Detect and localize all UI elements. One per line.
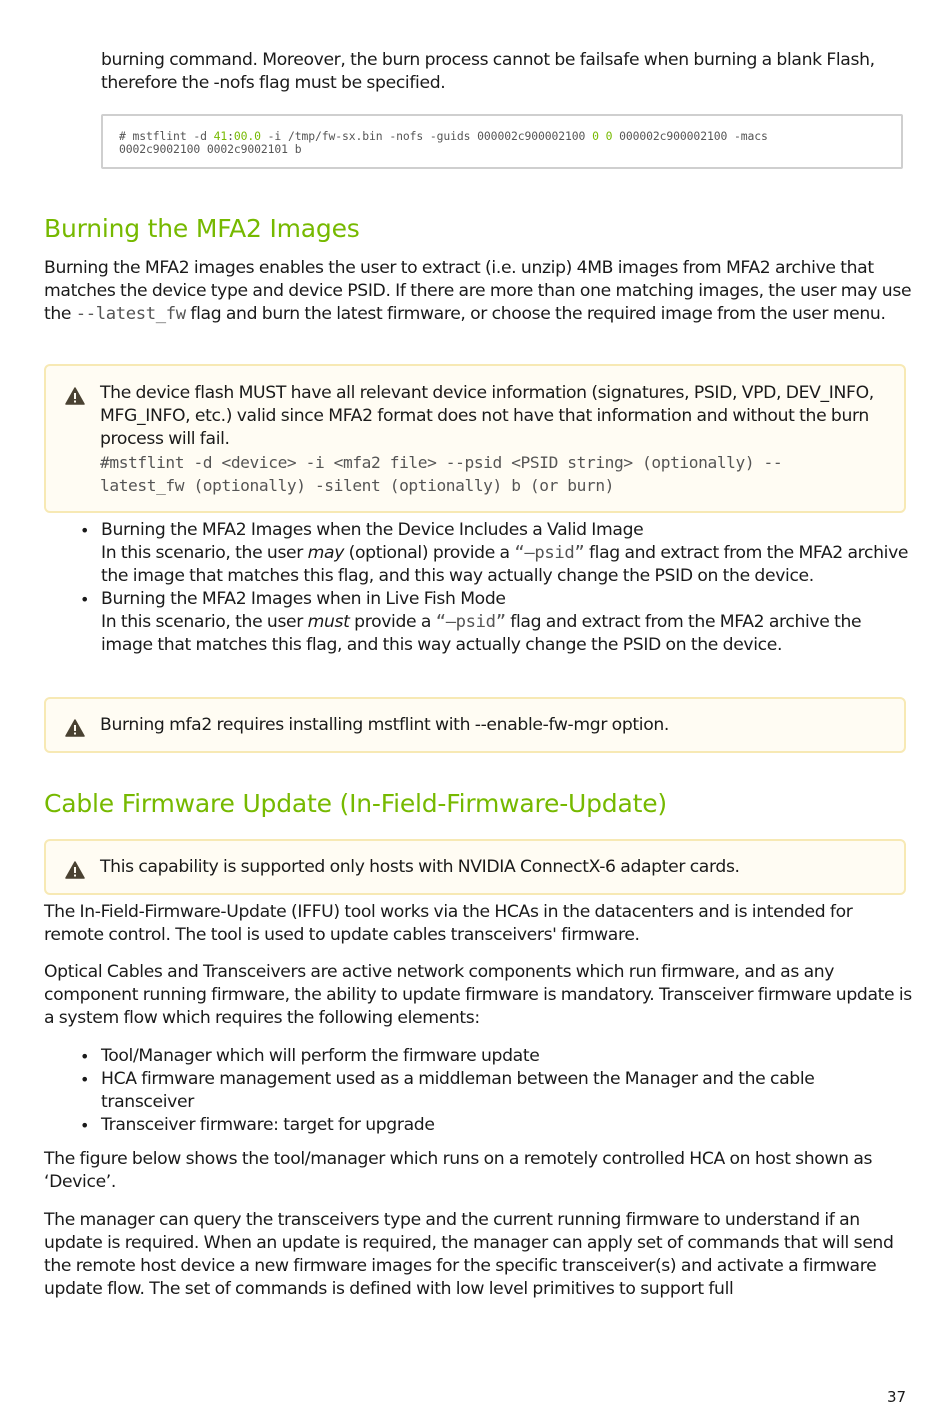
paragraph-text: flag and burn the latest firmware, or choose the required image from the user menu.	[185, 304, 886, 324]
transceivers-paragraph: Optical Cables and Transceivers are active network components which run firmware, and as any component running firmware, the ability to update firmware is mandatory. Transceiver firmware update is a system flow which requires the following elements:	[44, 962, 912, 1028]
bullet-emphasis: must	[307, 612, 350, 632]
bullet-emphasis: may	[307, 543, 345, 563]
section-heading-cable-fw: Cable Firmware Update (In-Field-Firmware-Update)	[44, 789, 667, 818]
bullet-text: provide a	[349, 612, 436, 632]
list-item: • Tool/Manager which will perform the firmware update	[80, 1045, 910, 1068]
intro-paragraph: burning command. Moreover, the burn process cannot be failsafe when burning a blank Flash, therefore the -nofs flag must be specified.	[101, 50, 875, 93]
bullet-text: flag and extract from the MFA2 archive the image that matches this flag, and this way actually change the PSID on the device.	[101, 612, 862, 655]
warning-icon	[65, 861, 85, 879]
list-item	[80, 519, 910, 588]
paragraph-text: Burning the MFA2 images enables the user to extract (i.e. unzip) 4MB images from MFA2 archive that matches the device type and device PSID. If there are more than one matching images, the user may use the	[44, 258, 912, 324]
code-number: 0 0	[592, 129, 613, 143]
code-line-2: 0002c9002100 0002c9002101 b	[119, 141, 302, 156]
note-text: The device flash MUST have all relevant device information (signatures, PSID, VPD, DEV_INFO, MFG_INFO, etc.) valid since MFA2 format does not have that information and without the burn process will fail.	[100, 383, 874, 449]
code-number: 41	[213, 129, 228, 143]
bullet-title: • Burning the MFA2 Images when the Device Includes a Valid Image	[101, 520, 644, 540]
quote-mark: “	[514, 543, 525, 563]
code-text: 000002c900002100 -macs	[612, 129, 768, 143]
inline-code: –psid	[445, 612, 496, 632]
code-text: # mstflint -d	[119, 129, 214, 143]
code-number: 00.0	[233, 129, 261, 143]
warning-note-mfa2-install	[44, 697, 906, 753]
warning-note-device-flash	[44, 364, 906, 513]
mfa2-bullet-list	[80, 519, 910, 657]
bullet-body	[101, 542, 910, 588]
quote-mark: ”	[495, 612, 506, 632]
code-text: -i /tmp/fw-sx.bin -nofs -guids 000002c900002100	[260, 129, 593, 143]
note-text: Burning mfa2 requires installing mstflint with --enable-fw-mgr option.	[100, 715, 670, 735]
code-line-1	[119, 130, 885, 143]
code-text: :	[227, 129, 234, 143]
warning-icon	[65, 387, 85, 405]
bullet-text: In this scenario, the user	[101, 612, 308, 632]
bullet-text: (optional) provide a	[344, 543, 515, 563]
quote-mark: ”	[574, 543, 585, 563]
mfa2-paragraph	[44, 257, 912, 326]
manager-paragraph: The manager can query the transceivers type and the current running firmware to understand if an update is required. When an update is required, the manager can apply set of commands that will send the remote host device a new firmware images for the specific transceiver(s) and activate a firmware update flow. The set of commands is defined with low level primitives to support full	[44, 1210, 894, 1299]
list-item	[80, 588, 910, 657]
list-item: • Transceiver firmware: target for upgrade	[80, 1114, 910, 1137]
requirements-bullet-list	[80, 1045, 910, 1137]
bullet-title: • Burning the MFA2 Images when in Live Fish Mode	[101, 589, 506, 609]
quote-mark: “	[435, 612, 446, 632]
bullet-text: flag and extract from the MFA2 archive the image that matches this flag, and this way actually change the PSID on the device.	[101, 543, 909, 586]
page-number: 37	[887, 1388, 907, 1406]
bullet-body	[101, 611, 910, 657]
inline-code: --latest_fw	[75, 304, 186, 324]
list-item: • HCA firmware management used as a middleman between the Manager and the cable transceiver	[80, 1068, 910, 1114]
code-block	[101, 114, 903, 169]
section-heading-mfa2: Burning the MFA2 Images	[44, 214, 360, 243]
inline-code: –psid	[524, 543, 575, 563]
warning-icon	[65, 719, 85, 737]
bullet-text: In this scenario, the user	[101, 543, 308, 563]
note-text: This capability is supported only hosts with NVIDIA ConnectX-6 adapter cards.	[100, 857, 740, 877]
warning-note-connectx6	[44, 839, 906, 895]
iffu-paragraph: The In-Field-Firmware-Update (IFFU) tool works via the HCAs in the datacenters and is intended for remote control. The tool is used to update cables transceivers' firmware.	[44, 902, 853, 945]
note-code-line-2: latest_fw (optionally) -silent (optionally) b (or burn)	[100, 476, 615, 495]
note-code-line-1: #mstflint -d <device> -i <mfa2 file> --psid <PSID string> (optionally) --	[100, 453, 783, 472]
figure-intro-paragraph: The figure below shows the tool/manager which runs on a remotely controlled HCA on host shown as ‘Device’.	[44, 1149, 873, 1192]
